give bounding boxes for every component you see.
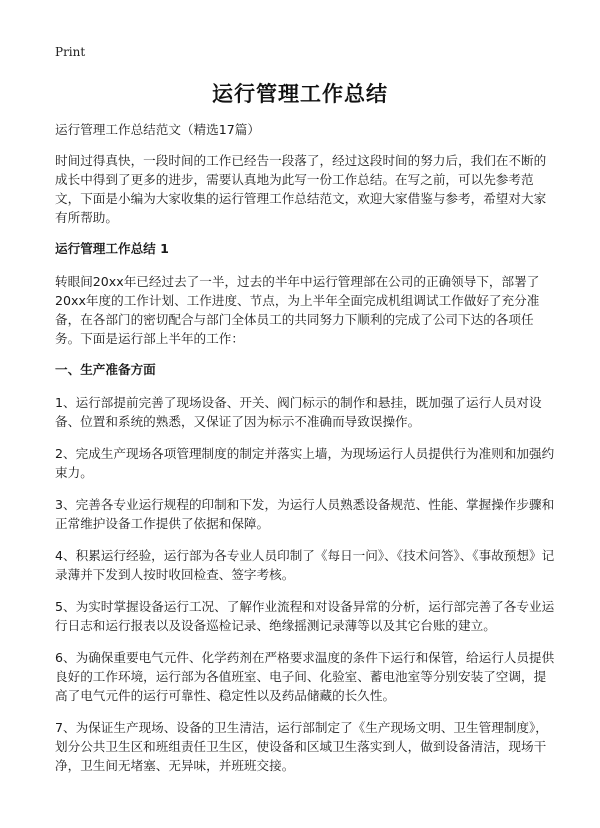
list-item: 6、为确保重要电气元件、化学药剂在严格要求温度的条件下运行和保管，给运行人员提供良好的工作环境，运行部为各值班室、电子间、化验室、蓄电池室等分别安装了空调，提高了电气元件的运行可靠性、稳定性以及药品储藏的长久性。 <box>55 650 555 703</box>
list-item: 4、积累运行经验，运行部为各专业人员印制了《每日一问》、《技术问答》、《事故预想》记录薄并下发到人按时收回检查、签字考核。 <box>55 548 555 582</box>
print-link[interactable]: Print <box>55 45 86 59</box>
document-body <box>55 120 555 788</box>
list-item: 5、为实时掌握设备运行工况、了解作业流程和对设备异常的分析，运行部完善了各专业运行日志和运行报表以及设备巡检记录、绝缘摇测记录薄等以及其它台账的建立。 <box>55 599 555 633</box>
document-subtitle: 运行管理工作总结范文（精选17篇） <box>55 122 260 137</box>
section-intro-paragraph: 转眼间20xx年已经过去了一半，过去的半年中运行管理部在公司的正确领导下，部署了20xx年度的工作计划、工作进度、节点，为上半年全面完成机组调试工作做好了充分准备，在各部门的密切配合与部门全体员工的共同努力下顺利的完成了公司下达的各项任务。下面是运行部上半年的工作： <box>55 274 540 346</box>
list-item: 7、为保证生产现场、设备的卫生清洁，运行部制定了《生产现场文明、卫生管理制度》，划分公共卫生区和班组责任卫生区，使设备和区域卫生落实到人，做到设备清洁，现场干净，卫生间无堵塞、无异味，并班班交接。 <box>55 720 548 773</box>
section-heading: 运行管理工作总结 1 <box>55 241 169 256</box>
list-item: 2、完成生产现场各项管理制度的制定并落实上墙，为现场运行人员提供行为准则和加强约束力。 <box>55 446 555 480</box>
intro-paragraph: 时间过得真快，一段时间的工作已经告一段落了，经过这段时间的努力后，我们在不断的成长中得到了更多的进步，需要认真地为此写一份工作总结。在写之前，可以先参考范文，下面是小编为大家收集的运行管理工作总结范文，欢迎大家借鉴与参考，希望对大家有所帮助。 <box>55 153 547 225</box>
page-title: 运行管理工作总结 <box>212 82 388 106</box>
list-item: 3、完善各专业运行规程的印制和下发，为运行人员熟悉设备规范、性能、掌握操作步骤和正常维护设备工作提供了依据和保障。 <box>55 497 555 531</box>
subsection-heading: 一、生产准备方面 <box>55 362 156 377</box>
list-item: 1、运行部提前完善了现场设备、开关、阀门标示的制作和悬挂，既加强了运行人员对设备、位置和系统的熟悉，又保证了因为标示不准确而导致误操作。 <box>55 395 542 429</box>
